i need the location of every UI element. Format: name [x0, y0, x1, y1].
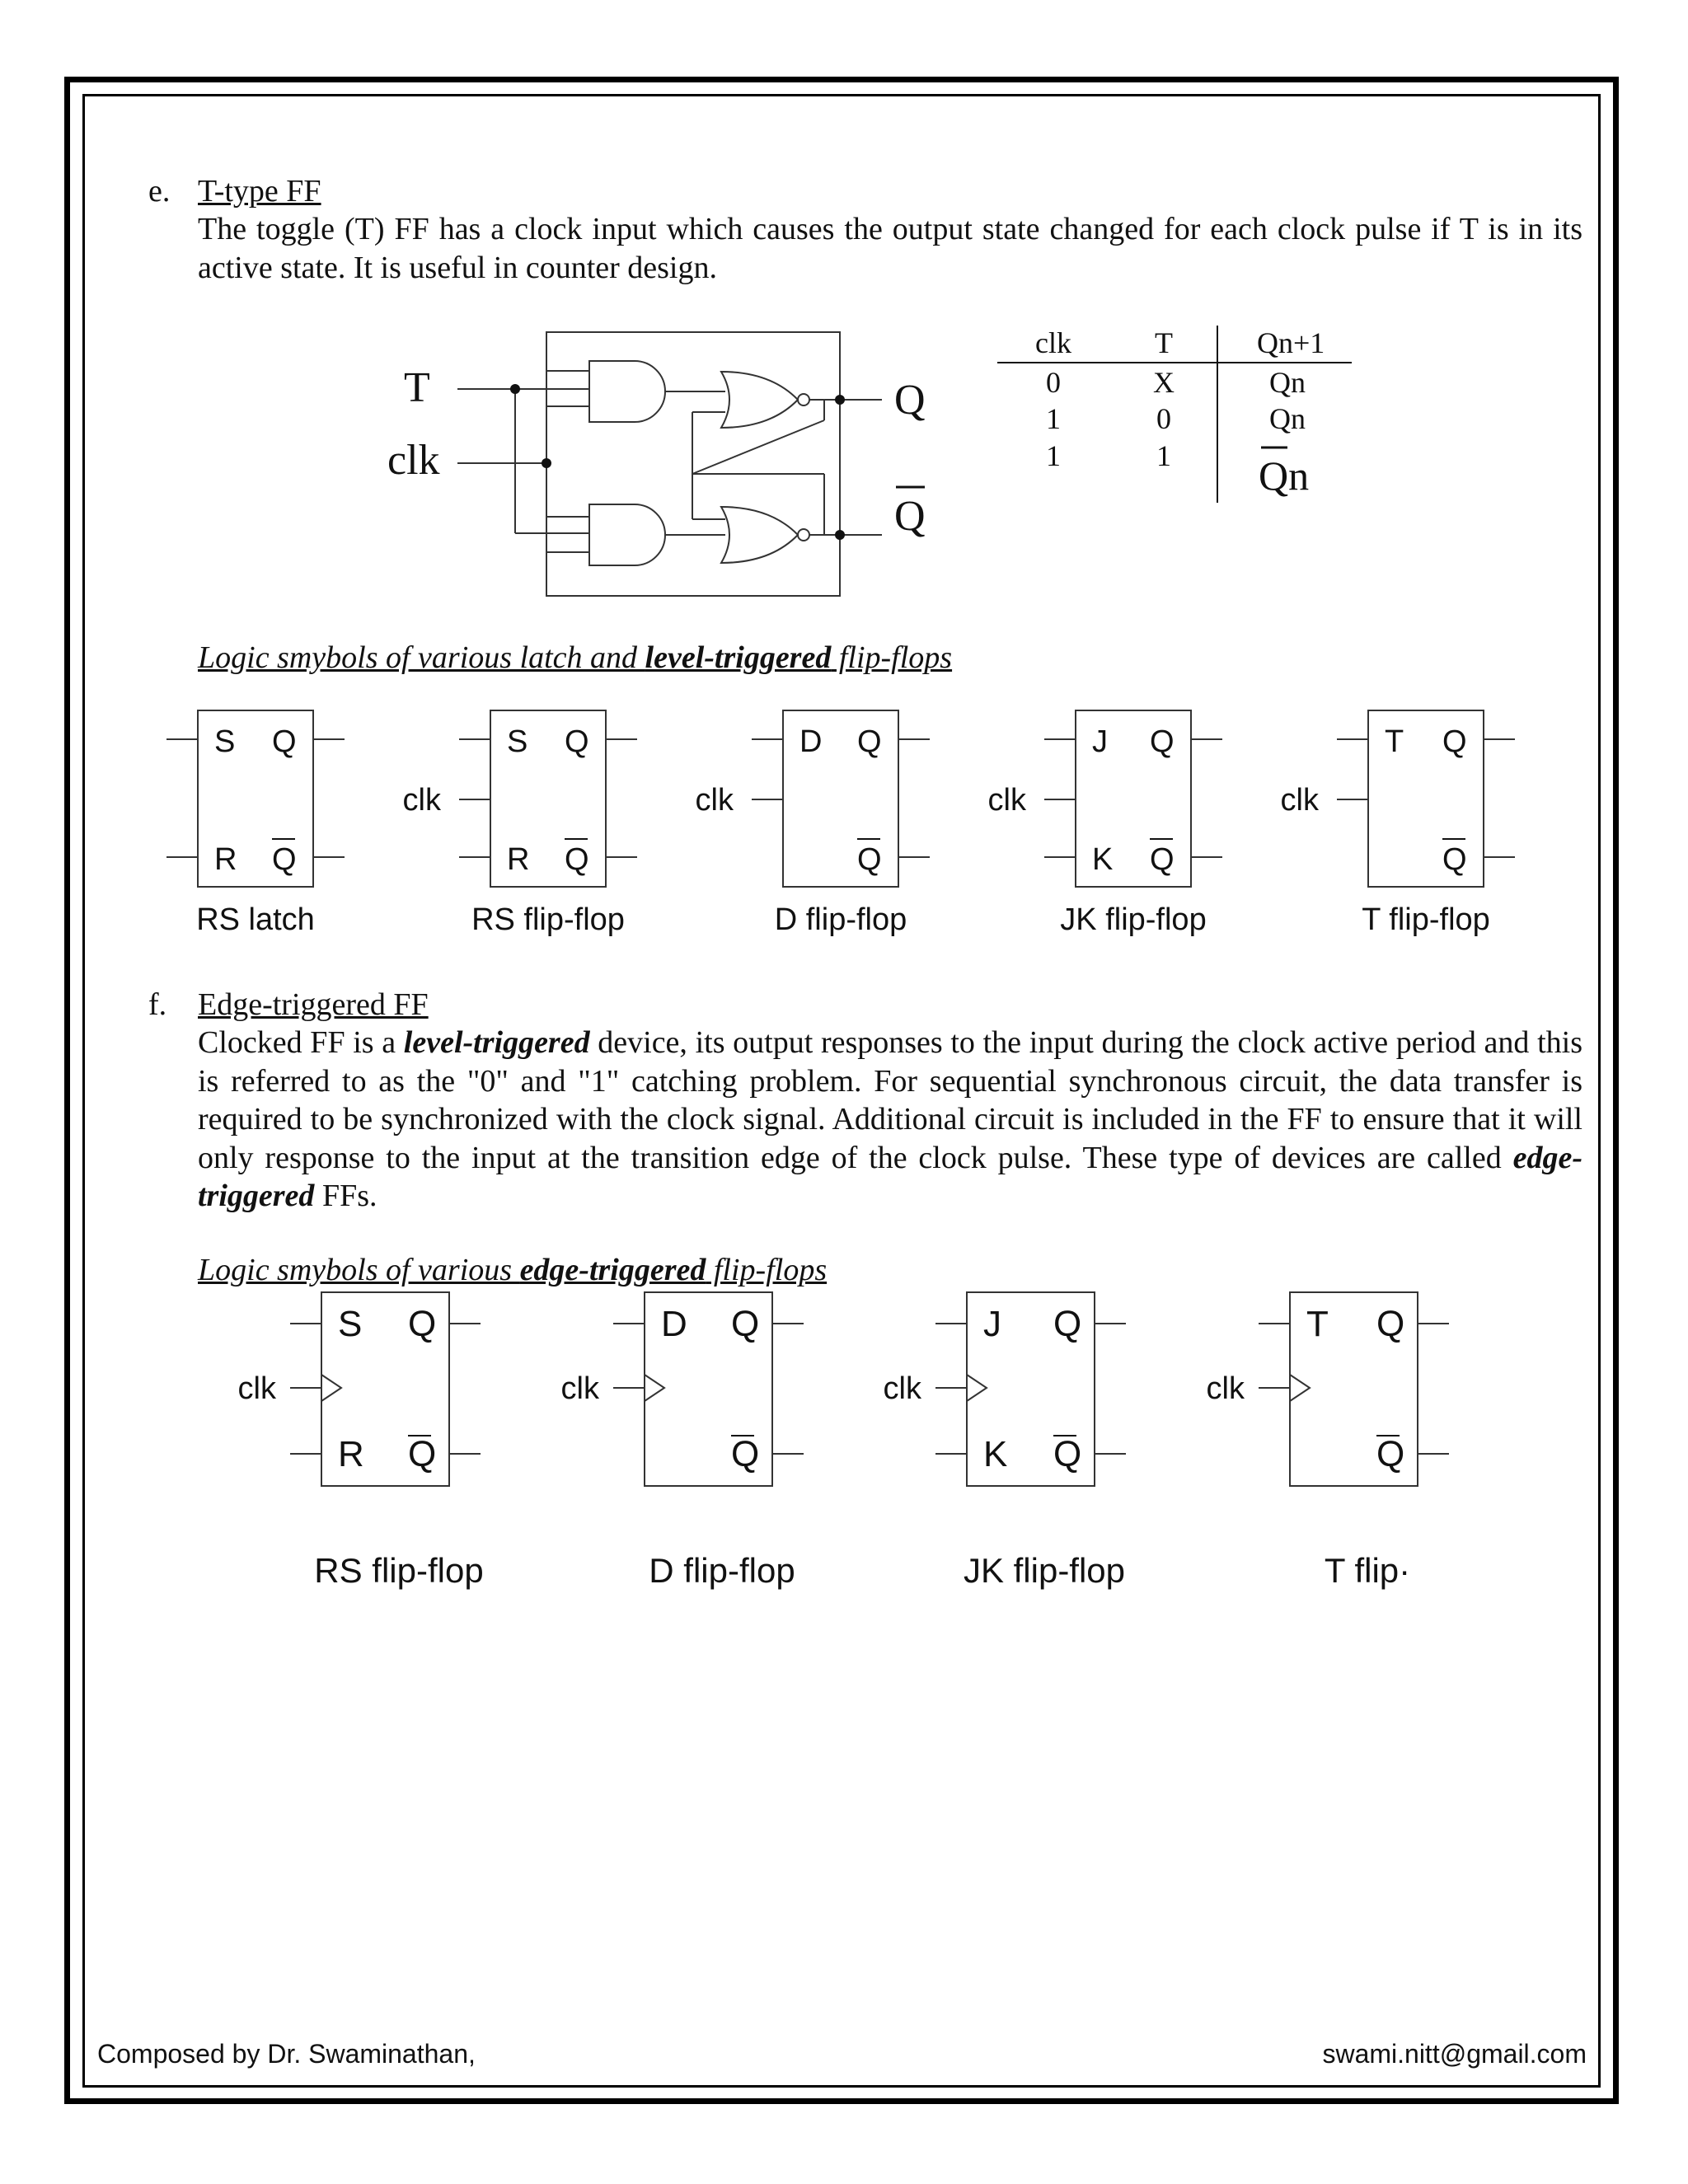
table-header-t: T	[1155, 326, 1173, 359]
output-qbar-label: Q	[1150, 842, 1175, 877]
circuit-clk-label: clk	[387, 437, 440, 484]
output-q-label: Q	[1053, 1304, 1082, 1344]
edge-symbols	[148, 1282, 1550, 1603]
clk-label: clk	[560, 1371, 599, 1406]
table-cell: 1	[1156, 439, 1171, 472]
section-f-letter: f.	[148, 987, 167, 1022]
table-cell: Qn	[1269, 366, 1306, 399]
input-label: R	[338, 1434, 364, 1474]
output-qbar-label: Q	[731, 1434, 760, 1474]
clock-edge-triangle	[967, 1375, 987, 1401]
input-label: D	[661, 1304, 687, 1344]
output-q-label: Q	[272, 724, 297, 759]
output-qbar-label: Q	[272, 842, 297, 877]
output-q-label: Q	[1442, 724, 1467, 759]
symbol-name: RS flip-flop	[471, 902, 625, 937]
table-header-qn1: Qn+1	[1257, 326, 1325, 359]
footer-author: Composed by Dr. Swaminathan,	[97, 2039, 476, 2069]
clk-label: clk	[237, 1371, 276, 1406]
output-q-label: Q	[1376, 1304, 1405, 1344]
section-f-heading: Edge-triggered FF	[198, 987, 429, 1022]
clk-label: clk	[402, 783, 441, 818]
table-cell: 1	[1046, 402, 1061, 435]
symbol-name: T flip·	[1324, 1551, 1411, 1590]
symbol-name: RS flip-flop	[314, 1551, 484, 1590]
footer-email: swami.nitt@gmail.com	[1322, 2039, 1587, 2069]
symbol-name: RS latch	[196, 902, 315, 937]
circuit-t-label: T	[404, 364, 430, 411]
flipflop-symbol	[561, 1292, 804, 1590]
flipflop-symbol	[988, 710, 1222, 937]
output-qbar-label: Q	[1376, 1434, 1405, 1474]
edge-caption: Logic smybols of various edge-triggered flip-flops	[198, 1253, 828, 1287]
clock-edge-triangle	[1290, 1375, 1310, 1401]
table-cell: X	[1153, 366, 1175, 399]
truth-table	[989, 317, 1360, 507]
input-label: J	[983, 1304, 1001, 1344]
section-e-letter: e.	[148, 174, 171, 209]
output-q-label: Q	[408, 1304, 437, 1344]
table-cell-qbar-n: Qn	[1259, 452, 1310, 499]
circuit-q-label: Q	[894, 377, 926, 424]
table-cell: 0	[1156, 402, 1171, 435]
clk-label: clk	[1206, 1371, 1245, 1406]
t-flipflop-circuit	[371, 313, 948, 602]
symbol-name: JK flip-flop	[963, 1551, 1126, 1590]
output-qbar-label: Q	[408, 1434, 437, 1474]
flipflop-symbol	[884, 1292, 1126, 1590]
flipflop-symbol	[403, 710, 637, 937]
output-qbar-label: Q	[857, 842, 882, 877]
clk-label: clk	[1280, 783, 1319, 818]
section-f-paragraph: Clocked FF is a level-triggered device, its output responses to the input during the clock active period and this is referred to as the "0" and "1" catching problem. For sequential synchronous circuit, the data transfer is required to be synchronized with the clock signal. Additional circuit is included in the FF to ensure that it will only response to the input at the transition edge of the clock pulse. These type of devices are called edge-triggered FFs.	[198, 1025, 1582, 1213]
flipflop-symbol	[1281, 710, 1515, 937]
level-caption: Logic smybols of various latch and level-triggered flip-flops	[198, 640, 953, 675]
table-cell: Qn	[1269, 402, 1306, 435]
symbol-name: D flip-flop	[774, 902, 907, 937]
input-label: S	[338, 1304, 363, 1344]
output-q-label: Q	[731, 1304, 760, 1344]
clk-label: clk	[695, 783, 734, 818]
table-cell: 0	[1046, 366, 1061, 399]
input-label: R	[214, 842, 237, 877]
input-label: T	[1385, 724, 1404, 759]
symbol-name: JK flip-flop	[1060, 902, 1207, 937]
symbol-name: T flip-flop	[1362, 902, 1490, 937]
input-label: D	[799, 724, 823, 759]
input-label: K	[983, 1434, 1008, 1474]
level-symbols	[148, 696, 1550, 944]
section-e-paragraph: The toggle (T) FF has a clock input which causes the output state changed for each clock pulse if T is in its active state. It is useful in counter design.	[198, 212, 1582, 285]
flipflop-symbol	[166, 710, 345, 937]
circuit-qbar-label: Q	[894, 493, 926, 540]
flipflop-symbol	[696, 710, 930, 937]
output-qbar-label: Q	[1053, 1434, 1082, 1474]
clock-edge-triangle	[645, 1375, 664, 1401]
output-qbar-label: Q	[565, 842, 589, 877]
section-e-heading: T-type FF	[198, 174, 321, 209]
input-label: S	[214, 724, 236, 759]
output-q-label: Q	[1150, 724, 1175, 759]
input-label: T	[1306, 1304, 1329, 1344]
flipflop-symbol	[1207, 1292, 1449, 1590]
table-header-clk: clk	[1035, 326, 1071, 359]
symbol-name: D flip-flop	[649, 1551, 795, 1590]
input-label: S	[507, 724, 528, 759]
clk-label: clk	[883, 1371, 921, 1406]
input-label: R	[507, 842, 530, 877]
output-qbar-label: Q	[1442, 842, 1467, 877]
flipflop-symbol	[238, 1292, 484, 1590]
output-q-label: Q	[857, 724, 882, 759]
input-label: J	[1092, 724, 1108, 759]
input-label: K	[1092, 842, 1114, 877]
clock-edge-triangle	[321, 1375, 341, 1401]
output-q-label: Q	[565, 724, 589, 759]
clk-label: clk	[987, 783, 1026, 818]
table-cell: 1	[1046, 439, 1061, 472]
